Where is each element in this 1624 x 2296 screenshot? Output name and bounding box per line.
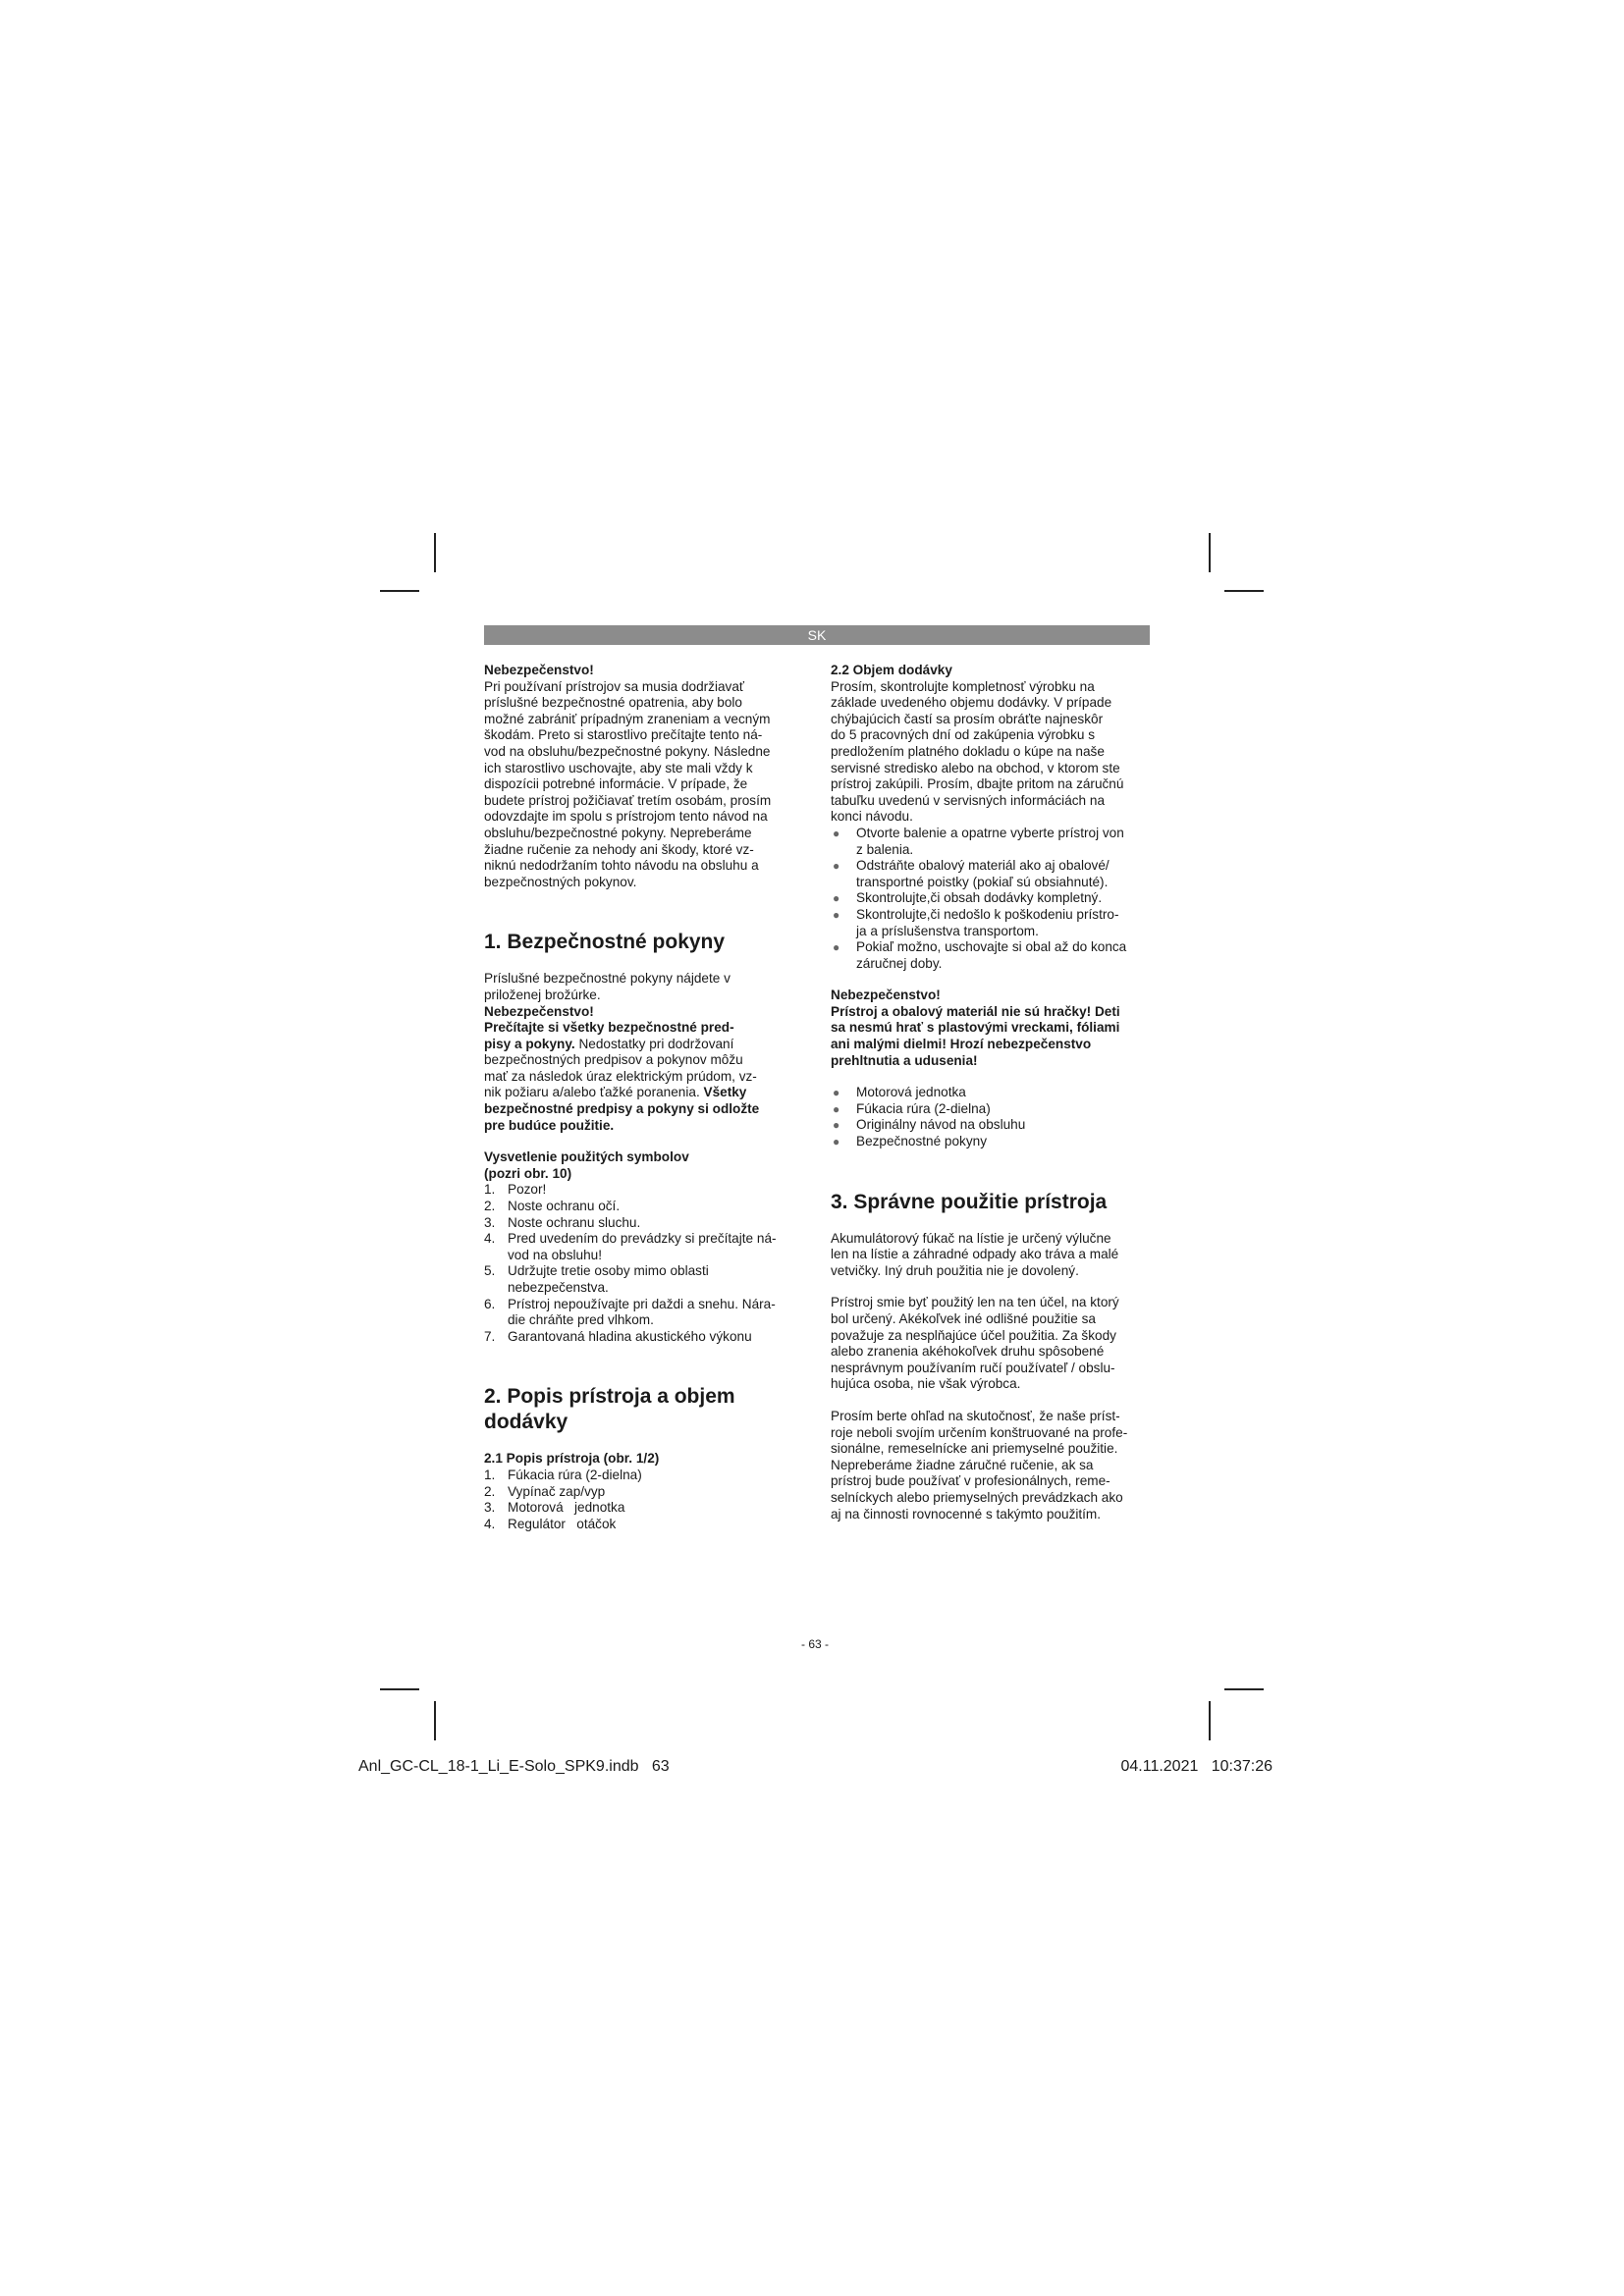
text-line: možné zabrániť prípadným zraneniam a vecným xyxy=(484,711,771,726)
text-line: ich starostlivo uschovajte, aby ste mali vždy k xyxy=(484,760,753,775)
item-text: Vypínač zap/vyp xyxy=(508,1483,606,1499)
item-text: Bezpečnostné pokyny xyxy=(856,1134,988,1149)
bullet-icon: ● xyxy=(833,1101,840,1116)
text-line: sionálne, remeselnícke ani priemyselné použitie. xyxy=(831,1441,1118,1457)
text-line: budete prístroj požičiavať tretím osobám, prosím xyxy=(484,792,772,808)
text-line: Nepreberáme žiadne záručné ručenie, ak sa xyxy=(831,1457,1094,1472)
crop-mark xyxy=(1209,1701,1211,1740)
item-text: záručnej doby. xyxy=(856,955,943,971)
bold-text: pisy a pokyny. xyxy=(484,1036,575,1051)
bullet-icon: ● xyxy=(833,940,840,955)
left-column xyxy=(484,663,800,1532)
list-item xyxy=(484,1215,800,1232)
list-item xyxy=(484,1500,800,1517)
page-number: - 63 - xyxy=(800,1637,829,1651)
text-line: ani malými dielmi! Hrozí nebezpečenstvo xyxy=(831,1037,1092,1052)
text-line: Prečítajte si všetky bezpečnostné pred- xyxy=(484,1020,734,1036)
text-line: Akumulátorový fúkač na lístie je určený výlučne xyxy=(831,1230,1111,1246)
bullet-icon: ● xyxy=(833,859,840,874)
text-line: hujúca osoba, nie však výrobca. xyxy=(831,1376,1021,1392)
item-number: 5. xyxy=(484,1263,496,1279)
item-number: 6. xyxy=(484,1296,496,1311)
list-item xyxy=(831,907,1150,939)
text-line: roje neboli svojím určením konštruované na profe- xyxy=(831,1424,1128,1440)
unpacking-list xyxy=(831,826,1150,972)
list-item xyxy=(831,826,1150,858)
subheading: 2.2 Objem dodávky xyxy=(831,663,952,677)
warning-title: Nebezpečenstvo! xyxy=(484,1003,594,1019)
text-line: alebo zranenia akéhokoľvek druhu spôsobené xyxy=(831,1344,1105,1360)
text-line: servisné stredisko alebo na obchod, v ktorom ste xyxy=(831,760,1120,775)
crop-mark xyxy=(434,1701,436,1740)
text-line: len na lístie a záhradné odpady ako tráva a malé xyxy=(831,1247,1119,1262)
item-text: Skontrolujte,či obsah dodávky kompletný. xyxy=(856,890,1103,906)
list-item xyxy=(484,1263,800,1296)
item-text: Noste ochranu sluchu. xyxy=(508,1214,641,1230)
text-line: priloženej brožúrke. xyxy=(484,987,601,1002)
text-line: dispozícii potrebné informácie. V prípade, že xyxy=(484,776,748,792)
text-line: do 5 pracovných dní od zakúpenia výrobku s xyxy=(831,727,1096,743)
list-item xyxy=(484,1517,800,1533)
text-line: príslušné bezpečnostné opatrenia, aby bolo xyxy=(484,695,742,711)
item-text: nebezpečenstva. xyxy=(508,1280,609,1295)
list-item xyxy=(484,1231,800,1263)
text-line: tabuľku uvedenú v servisných informáciách na xyxy=(831,792,1106,808)
item-number: 4. xyxy=(484,1231,496,1247)
subheading: (pozri obr. 10) xyxy=(484,1165,572,1181)
list-item xyxy=(831,1134,1150,1150)
text-line: pre budúce použitie. xyxy=(484,1117,615,1133)
text-line: Príslušné bezpečnostné pokyny nájdete v xyxy=(484,971,731,987)
text-line: mať za následok úraz elektrickým prúdom, vz- xyxy=(484,1068,757,1084)
text-line: bezpečnostných pokynov. xyxy=(484,874,637,889)
item-text: Motorová jednotka xyxy=(856,1085,966,1100)
item-text: Garantovaná hladina akustického výkonu xyxy=(508,1328,752,1344)
text: Nedostatky pri dodržovaní xyxy=(574,1036,734,1051)
section-heading: 3. Správne použitie prístroja xyxy=(831,1190,1108,1213)
list-item xyxy=(484,1468,800,1484)
section-heading: 2. Popis prístroja a objem dodávky xyxy=(484,1385,735,1434)
item-text: die chráňte pred vlhkom. xyxy=(508,1312,654,1328)
item-text: Skontrolujte,či nedošlo k poškodeniu prístro- xyxy=(856,906,1119,922)
crop-mark xyxy=(1224,1688,1264,1690)
text-line: považuje za nesplňajúce účel použitia. Za škody xyxy=(831,1327,1116,1343)
warning-text xyxy=(484,679,800,891)
item-text: Pozor! xyxy=(508,1182,547,1198)
crop-mark xyxy=(434,533,436,572)
text-line: bezpečnostné predpisy a pokyny si odložte xyxy=(484,1101,760,1117)
text-line: škodám. Preto si starostlivo prečítajte tento ná- xyxy=(484,727,763,743)
list-item xyxy=(831,1085,1150,1101)
item-text: Fúkacia rúra (2-dielna) xyxy=(508,1467,642,1482)
bullet-icon: ● xyxy=(833,1086,840,1100)
text-line: konci návodu. xyxy=(831,809,913,825)
text-line: Prosím, skontrolujte kompletnosť výrobku na xyxy=(831,678,1095,694)
text-line: aj na činnosti rovnocenné s takýmto použitím. xyxy=(831,1506,1102,1522)
list-item xyxy=(831,939,1150,972)
text-line: nesprávnym používaním ručí používateľ / obslu- xyxy=(831,1360,1115,1375)
list-item xyxy=(831,1117,1150,1134)
text-line: Prístroj a obalový materiál nie sú hračky! Deti xyxy=(831,1003,1120,1019)
item-number: 2. xyxy=(484,1199,496,1214)
text: nik požiaru a/alebo ťažké poranenia. xyxy=(484,1085,704,1100)
item-number: 3. xyxy=(484,1500,496,1516)
footer-filename: Anl_GC-CL_18-1_Li_E-Solo_SPK9.indb 63 xyxy=(358,1758,670,1775)
bullet-icon: ● xyxy=(833,1118,840,1133)
symbol-list xyxy=(484,1182,800,1345)
item-text: Noste ochranu očí. xyxy=(508,1199,621,1214)
item-text: vod na obsluhu! xyxy=(508,1247,602,1262)
text-line: bol určený. Akékoľvek iné odlišné použitie sa xyxy=(831,1311,1096,1326)
text-line xyxy=(484,1037,800,1053)
text-line: predložením platného dokladu o kúpe na naše xyxy=(831,743,1105,759)
text-line: Pri používaní prístrojov sa musia dodržiavať xyxy=(484,678,745,694)
parts-list xyxy=(484,1468,800,1532)
footer-date: 04.11.2021 xyxy=(1120,1758,1199,1775)
list-item xyxy=(484,1329,800,1346)
crop-mark xyxy=(380,590,419,592)
bullet-icon: ● xyxy=(833,1135,840,1149)
item-number: 4. xyxy=(484,1516,496,1531)
text-line: obsluhu/bezpečnostné pokyny. Nepreberáme xyxy=(484,825,752,840)
text-line: prístroj zakúpili. Prosím, dbajte pritom na záručnú xyxy=(831,776,1124,792)
item-text: ja a príslušenstva transportom. xyxy=(856,923,1039,938)
bold-text: Všetky xyxy=(703,1085,747,1100)
list-item xyxy=(831,858,1150,890)
item-number: 1. xyxy=(484,1182,496,1198)
item-number: 2. xyxy=(484,1483,496,1499)
text-line: Prístroj smie byť použitý len na ten účel, na ktorý xyxy=(831,1295,1119,1310)
text-line: Prosím berte ohľad na skutočnosť, že naše príst- xyxy=(831,1408,1120,1423)
item-text: Regulátor otáčok xyxy=(508,1516,617,1531)
text-line: bezpečnostných predpisov a pokynov môžu xyxy=(484,1052,743,1068)
text-line: žiadne ručenie za nehody ani škody, ktoré vz- xyxy=(484,841,754,857)
list-item xyxy=(484,1484,800,1501)
item-text: z balenia. xyxy=(856,841,914,857)
text-line: prístroj bude používať v profesionálnych, reme- xyxy=(831,1473,1110,1489)
item-text: Fúkacia rúra (2-dielna) xyxy=(856,1100,991,1116)
list-item xyxy=(831,1101,1150,1118)
text-line: selníckych alebo priemyselných prevádzkach ako xyxy=(831,1489,1123,1505)
warning-title: Nebezpečenstvo! xyxy=(831,988,941,1003)
right-column xyxy=(831,663,1150,1522)
list-item xyxy=(484,1297,800,1329)
item-text: Pred uvedením do prevádzky si prečítajte ná- xyxy=(508,1231,777,1247)
text-line: odovzdajte im spolu s prístrojom tento návod na xyxy=(484,809,768,825)
item-text: Odstráňte obalový materiál ako aj obalové/ xyxy=(856,858,1110,874)
warning-title: Nebezpečenstvo! xyxy=(484,663,594,677)
section-heading: 1. Bezpečnostné pokyny xyxy=(484,931,726,954)
list-item xyxy=(484,1182,800,1199)
list-item xyxy=(484,1199,800,1215)
item-text: Pokiaľ možno, uschovajte si obal až do konca xyxy=(856,939,1127,955)
text-line: vod na obsluhu/bezpečnostné pokyny. Následne xyxy=(484,743,771,759)
crop-mark xyxy=(1224,590,1264,592)
crop-mark xyxy=(380,1688,419,1690)
item-number: 7. xyxy=(484,1328,496,1344)
text-line: niknú nedodržaním tohto návodu na obsluhu a xyxy=(484,858,759,874)
subheading: 2.1 Popis prístroja (obr. 1/2) xyxy=(484,1451,660,1467)
subheading: Vysvetlenie použitých symbolov xyxy=(484,1149,689,1165)
item-text: Otvorte balenie a opatrne vyberte prístroj von xyxy=(856,825,1124,840)
bullet-icon: ● xyxy=(833,907,840,922)
text-line: prehltnutia a udusenia! xyxy=(831,1052,978,1068)
contents-list xyxy=(831,1085,1150,1149)
text-line: vetvičky. Iný druh použitia nie je dovolený. xyxy=(831,1262,1079,1278)
list-item xyxy=(831,890,1150,907)
item-text: transportné poistky (pokiaľ sú obsiahnuté). xyxy=(856,874,1109,889)
item-number: 3. xyxy=(484,1214,496,1230)
footer-timestamp xyxy=(1080,1758,1272,1776)
item-text: Prístroj nepoužívajte pri daždi a snehu. Nára- xyxy=(508,1296,776,1311)
language-header: SK xyxy=(484,625,1150,645)
text-line: chýbajúcich častí sa prosím obráťte najneskôr xyxy=(831,711,1104,726)
item-text: Originálny návod na obsluhu xyxy=(856,1117,1026,1133)
item-number: 1. xyxy=(484,1467,496,1482)
text-line xyxy=(484,1085,800,1101)
bullet-icon: ● xyxy=(833,826,840,840)
item-text: Motorová jednotka xyxy=(508,1500,625,1516)
text-line: sa nesmú hrať s plastovými vreckami, fóliami xyxy=(831,1020,1120,1036)
crop-mark xyxy=(1209,533,1211,572)
item-text: Udržujte tretie osoby mimo oblasti xyxy=(508,1263,709,1279)
bullet-icon: ● xyxy=(833,891,840,906)
text-line: základe uvedeného objemu dodávky. V prípade xyxy=(831,695,1112,711)
footer-time: 10:37:26 xyxy=(1211,1758,1272,1775)
